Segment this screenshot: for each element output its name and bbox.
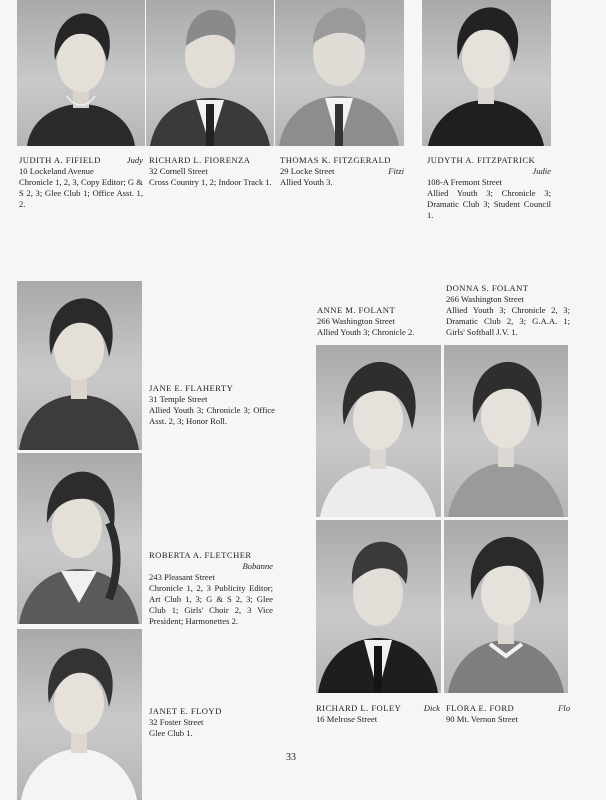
entry-thomas-fitzgerald	[280, 155, 404, 188]
portrait-richard-fiorenza-image	[146, 0, 274, 146]
portrait-roberta-fletcher-image	[17, 453, 142, 624]
student-name: JANE E. FLAHERTY	[149, 383, 234, 393]
student-activities: Chronicle 1, 2, 3, Copy Editor; G & S 2, 3; Glee Club 1; Office Asst. 1, 2.	[19, 177, 143, 209]
student-address: 31 Temple Street	[149, 394, 208, 404]
portrait-thomas-fitzgerald	[275, 0, 404, 146]
student-name: ANNE M. FOLANT	[317, 305, 396, 315]
portrait-thomas-fitzgerald-image	[275, 0, 404, 146]
portrait-judith-fifield-image	[17, 0, 145, 146]
portrait-richard-foley-image	[316, 520, 441, 693]
portrait-anne-folant	[316, 345, 441, 517]
portrait-janet-floyd-image	[17, 629, 142, 800]
portrait-donna-folant	[444, 345, 568, 517]
portrait-flora-ford	[444, 520, 568, 693]
portrait-anne-folant-image	[316, 345, 441, 517]
portrait-roberta-fletcher	[17, 453, 142, 624]
portrait-donna-folant-image	[444, 345, 568, 517]
student-address: 108-A Fremont Street	[427, 177, 502, 187]
student-activities: Allied Youth 3; Chronicle 2, 3; Dramatic Club 2, 3; G.A.A. 1; Girls' Softball J.V. 1.	[446, 305, 570, 337]
student-address: 16 Melrose Street	[316, 714, 378, 724]
page-number: 33	[286, 752, 296, 763]
entry-richard-fiorenza	[149, 155, 274, 188]
student-address: 10 Lockeland Avenue	[19, 166, 94, 176]
portrait-judyth-fitzpatrick	[422, 0, 551, 146]
student-nickname: Judie	[532, 166, 551, 176]
student-activities: Allied Youth 3; Chronicle 2.	[317, 327, 415, 337]
student-address: 266 Washington Street	[446, 294, 524, 304]
student-name: FLORA E. FORD	[446, 703, 515, 713]
student-name-row	[446, 703, 570, 714]
student-name: THOMAS K. FITZGERALD	[280, 155, 391, 165]
student-activities: Cross Country 1, 2; Indoor Track 1.	[149, 177, 272, 187]
student-name-row	[149, 155, 274, 166]
portrait-jane-flaherty	[17, 281, 142, 450]
student-name: RICHARD L. FIORENZA	[149, 155, 251, 165]
student-activities: Allied Youth 3.	[280, 177, 333, 187]
portrait-judyth-fitzpatrick-image	[422, 0, 551, 146]
student-name-row	[446, 283, 570, 294]
portrait-judith-fifield	[17, 0, 145, 146]
student-name: JUDYTH A. FITZPATRICK	[427, 155, 536, 165]
portrait-richard-foley	[316, 520, 441, 693]
student-name-row	[149, 706, 273, 717]
student-name-row	[317, 305, 442, 316]
entry-richard-foley	[316, 703, 440, 725]
entry-roberta-fletcher	[149, 550, 273, 627]
student-activities: Chronicle 1, 2, 3 Publicity Editor; Art Club 1, 3; G & S 2, 3; Glee Club 1; Girls' Choir 2, 3 Vice President; Harmonettes 2.	[149, 583, 273, 626]
entry-janet-floyd	[149, 706, 273, 739]
student-nickname: Judy	[126, 155, 143, 165]
student-name-row	[149, 383, 275, 394]
student-name-row	[149, 550, 273, 561]
entry-jane-flaherty	[149, 383, 275, 427]
student-name-row	[427, 155, 551, 166]
student-name: ROBERTA A. FLETCHER	[149, 550, 252, 560]
entry-flora-ford	[446, 703, 570, 725]
student-name-row	[19, 155, 143, 166]
entry-judyth-fitzpatrick	[427, 155, 551, 221]
portrait-jane-flaherty-image	[17, 281, 142, 450]
student-nickname: Flo	[558, 703, 570, 713]
student-activities: Allied Youth 3; Chronicle 3; Dramatic Club 3; Student Council 1.	[427, 188, 551, 220]
student-activities: Glee Club 1.	[149, 728, 193, 738]
portrait-flora-ford-image	[444, 520, 568, 693]
student-address: 266 Washington Street	[317, 316, 395, 326]
portrait-janet-floyd	[17, 629, 142, 800]
student-address: 32 Foster Street	[149, 717, 204, 727]
student-name: JUDITH A. FIFIELD	[19, 155, 101, 165]
student-address: 90 Mt. Vernon Street	[446, 714, 518, 724]
student-nickname: Bobanne	[242, 561, 273, 571]
student-address: 243 Pleasant Street	[149, 572, 215, 582]
student-name: JANET E. FLOYD	[149, 706, 222, 716]
student-activities: Allied Youth 3; Chronicle 3; Office Asst. 2, 3; Honor Roll.	[149, 405, 275, 426]
entry-anne-folant	[317, 305, 442, 338]
student-nickname: Fitzi	[388, 166, 404, 176]
entry-judith-fifield	[19, 155, 143, 210]
student-nickname: Dick	[423, 703, 440, 713]
entry-donna-folant	[446, 283, 570, 338]
student-name: RICHARD L. FOLEY	[316, 703, 402, 713]
student-name-row	[316, 703, 440, 714]
student-address: 29 Locke Street	[280, 166, 335, 176]
portrait-richard-fiorenza	[146, 0, 274, 146]
student-name-row	[280, 155, 404, 166]
student-address: 32 Cornell Street	[149, 166, 208, 176]
student-name: DONNA S. FOLANT	[446, 283, 529, 293]
